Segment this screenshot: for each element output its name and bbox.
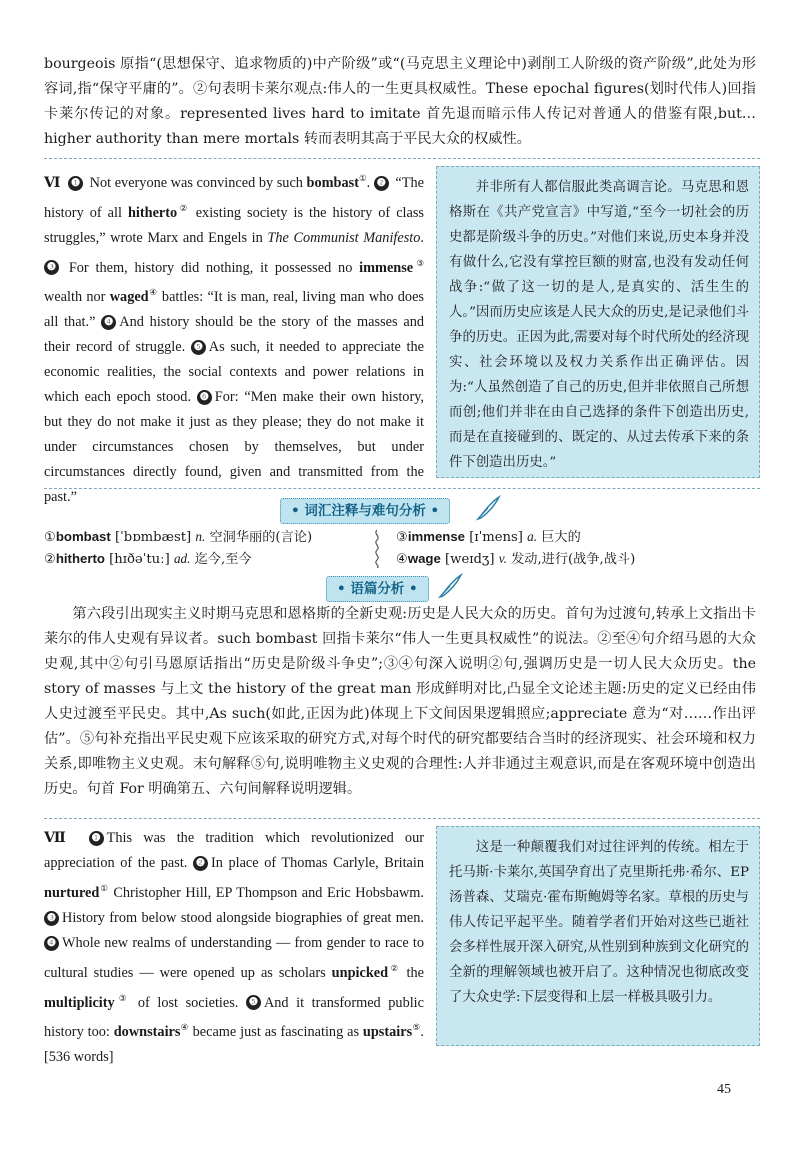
sentence-marker: ❻ xyxy=(197,390,212,405)
sentence-text: existing society is the history of class struggles,” wrote Marx and Engels in xyxy=(44,204,424,246)
vocab-headword: immense xyxy=(407,529,466,544)
sentence-text: the xyxy=(400,964,424,981)
sentence-marker: ❸ xyxy=(44,911,59,926)
section7-translation-box xyxy=(436,826,760,1046)
vocab-word: unpicked xyxy=(331,964,389,981)
vocab-word: multiplicity xyxy=(44,994,115,1011)
footnote-marker: ① xyxy=(99,883,109,893)
vocab-num: ③ xyxy=(396,530,408,545)
footnote-marker: ④ xyxy=(180,1022,189,1033)
sentence-text: In place of Thomas Carlyle, Britain xyxy=(210,855,425,871)
sentence-marker: ❶ xyxy=(89,831,104,846)
section-number: Ⅶ xyxy=(44,830,74,846)
sentence-text: And history should be the story of the masses and their record of struggle. xyxy=(44,314,424,356)
vocab-entry-bombast xyxy=(44,527,312,548)
sentence-text: Christopher Hill, EP Thompson and Eric Hobsbawm. xyxy=(108,884,424,901)
vocab-word: upstairs xyxy=(362,1024,413,1041)
vocab-headword: hitherto xyxy=(55,551,105,566)
vocab-ipa: [ˈbɒmbæst] xyxy=(114,530,192,545)
vocab-definition: 空洞华丽的(言论) xyxy=(209,530,313,545)
footnote-marker: ③ xyxy=(413,257,425,268)
vocab-headword: bombast xyxy=(55,529,111,544)
footnote-marker: ③ xyxy=(114,992,131,1003)
analysis-paragraph: 第六段引出现实主义时期马克思和恩格斯的全新史观:历史是人民大众的历史。首句为过渡句,转承上文指出卡莱尔的伟人史观有异议者。such bombast 回指卡莱尔“伟人一生更具权威性”的说法。②至④句介绍马恩的大众史观,其中②句引马恩原话指出“历史是阶级斗争史”;③④句深入说明②句,强调历史是一切人民大众历史。the story of masses 与上文 the history of the great man 形成鲜明对比,凸显全文论述主题:历史的定义已经由伟人史过渡至平民史。其中,As such(如此,正因为此)体现上下文间因果逻辑照应;appreciate 意为“对……作出评估”。⑤句补充指出平民史观下应该采取的研究方式,对每个时代的研究都要结合当时的经济现实、社会环境和权力关系,即唯物主义史观。末句解释⑤句,说明唯物主义史观的合理性:人并非通过主观意识,而是在客观环境中创造出历史。句首 For 明确第五、六句间解释说明逻辑。 xyxy=(44,606,756,797)
section6-translation: 并非所有人都信服此类高调言论。马克思和恩格斯在《共产党宣言》中写道,“至今一切社会的历史都是阶级斗争的历史。”对他们来说,历史本身并没有做什么,它没有掌控巨额的财富,也没有发动任何战争:“做了这一切的是人,是真实的、活生生的人。”因而历史应该是人民大众的历史,是记录他们斗争的历史。正因为此,需要对每个时代所处的经济现实、社会环境以及权力关系作出正确评估。因为:“人虽然创造了自己的历史,但并非依照自己所想而创;他们并非在由自己选择的条件下创造出历史,而是在直接碰到的、既定的、从过去传承下来的条件下创造出历史。” xyxy=(449,180,749,470)
vocab-definition: 迄今,至今 xyxy=(194,552,252,567)
vocab-section-badge: • 词汇注释与难句分析 • xyxy=(280,498,450,524)
sentence-text: battles: “It is man, real, living man who does all that.” xyxy=(44,289,424,331)
vocab-entry-immense xyxy=(396,527,581,548)
vocab-word: immense xyxy=(359,259,414,276)
sentence-text: . xyxy=(420,229,424,246)
quill-pen-icon xyxy=(474,494,502,522)
vocab-num: ① xyxy=(44,530,56,545)
sentence-text: of lost societies. xyxy=(130,994,239,1011)
sentence-text: History from below stood alongside biographies of great men. xyxy=(62,909,424,926)
vocab-entry-wage xyxy=(396,549,635,570)
vocab-word: hitherto xyxy=(127,204,178,221)
sentence-marker: ❸ xyxy=(44,260,59,275)
sentence-text: As such, it needed to appreciate the economic realities, the social contexts and power relations in which each epoch stood. xyxy=(44,339,425,406)
sentence-text: This was the tradition which revolutionized our appreciation of the past. xyxy=(44,830,424,871)
analysis-section-badge: • 语篇分析 • xyxy=(326,576,429,602)
sentence-text: became just as fascinating as xyxy=(188,1024,363,1041)
vocab-definition: 巨大的 xyxy=(541,530,581,545)
footnote-marker: ② xyxy=(388,962,401,973)
sentence-text: And it transformed public history too: xyxy=(44,994,425,1041)
section-number: Ⅵ xyxy=(44,174,61,191)
book-title: The Communist Manifesto xyxy=(267,229,421,246)
sentence-text: . xyxy=(366,174,371,191)
quill-pen-icon xyxy=(436,572,464,600)
vocab-word: downstairs xyxy=(113,1024,181,1041)
vocab-word: nurtured xyxy=(44,884,100,901)
footnote-marker: ① xyxy=(358,173,367,183)
vocab-ipa: [hɪðəˈtuː] xyxy=(109,552,170,567)
vocab-pos: a. xyxy=(527,529,538,544)
vocab-headword: wage xyxy=(407,551,441,566)
sentence-marker: ❶ xyxy=(68,176,83,191)
vocab-pos: ad. xyxy=(173,551,191,566)
sentence-text: “The history of all xyxy=(44,174,424,221)
sentence-text: Whole new realms of understanding — from gender to race to cultural studies — were opened up as scholars xyxy=(44,934,424,981)
section-divider xyxy=(44,158,760,159)
footnote-marker: ④ xyxy=(148,287,158,298)
vocab-num: ④ xyxy=(396,552,408,567)
vocab-ipa: [weɪdʒ] xyxy=(445,552,495,567)
section6-english xyxy=(44,166,424,510)
section7-english xyxy=(44,826,424,1070)
sentence-text: For: “Men make their own history, but they do not make it just as they please; they do not make it under circumstances chosen by themselves, but under circumstances directly found, given and transmitted from the past.” xyxy=(44,389,424,506)
section7-translation: 这是一种颠覆我们对过往评判的传统。相左于托马斯·卡莱尔,英国孕育出了克里斯托弗·希尔、EP 汤普森、艾瑞克·霍布斯鲍姆等名家。草根的历史与伟人传记平起平坐。随着学者们开始对这些已逝社会多样性展开深入研究,从性别到种族到文化研究的全新的理解领域也被开启了。这种情况也彻底改变了大众史学:下层变得和上层一样极具吸引力。 xyxy=(449,840,749,1005)
page-number: 45 xyxy=(717,1082,731,1097)
sentence-text: For them, history did nothing, it possessed no xyxy=(68,259,360,276)
footnote-marker: ② xyxy=(177,202,190,213)
sentence-marker: ❺ xyxy=(246,995,261,1010)
section-divider xyxy=(44,818,760,819)
section-divider xyxy=(44,488,760,489)
sentence-text: wealth nor xyxy=(44,289,110,306)
vocab-pos: n. xyxy=(195,529,206,544)
intro-paragraph: bourgeois 原指“(思想保守、追求物质的)中产阶级”或“(马克思主义理论中)剥削工人阶级的资产阶级”,此处为形容词,指“保守平庸的”。②句表明卡莱尔观点:伟人的一生更具权威性。These epochal figures(划时代伟人)回指卡莱尔传记的对象。represented lives hard to imitate 首先退而暗示伟人传记对普通人的借鉴有限,but… higher authority than mere mortals 转而表明其高于平民大众的权威性。 xyxy=(44,56,756,147)
sentence-marker: ❺ xyxy=(191,340,206,355)
vocab-ipa: [ɪˈmens] xyxy=(469,530,523,545)
sentence-marker: ❷ xyxy=(193,856,208,871)
spiral-binding-icon xyxy=(372,528,382,568)
vocab-pos: v. xyxy=(498,551,507,566)
vocab-word: bombast xyxy=(306,174,359,191)
vocab-num: ② xyxy=(44,552,56,567)
sentence-marker: ❷ xyxy=(374,176,389,191)
sentence-text: . [536 words] xyxy=(44,1024,424,1066)
vocab-word: waged xyxy=(109,289,149,306)
sentence-marker: ❹ xyxy=(101,315,116,330)
footnote-marker: ⑤ xyxy=(412,1022,421,1033)
vocab-definition: 发动,进行(战争,战斗) xyxy=(511,552,636,567)
vocab-entry-hitherto xyxy=(44,549,252,570)
sentence-text: Not everyone was convinced by such xyxy=(89,174,307,191)
sentence-marker: ❹ xyxy=(44,936,59,951)
section6-translation-box xyxy=(436,166,760,478)
